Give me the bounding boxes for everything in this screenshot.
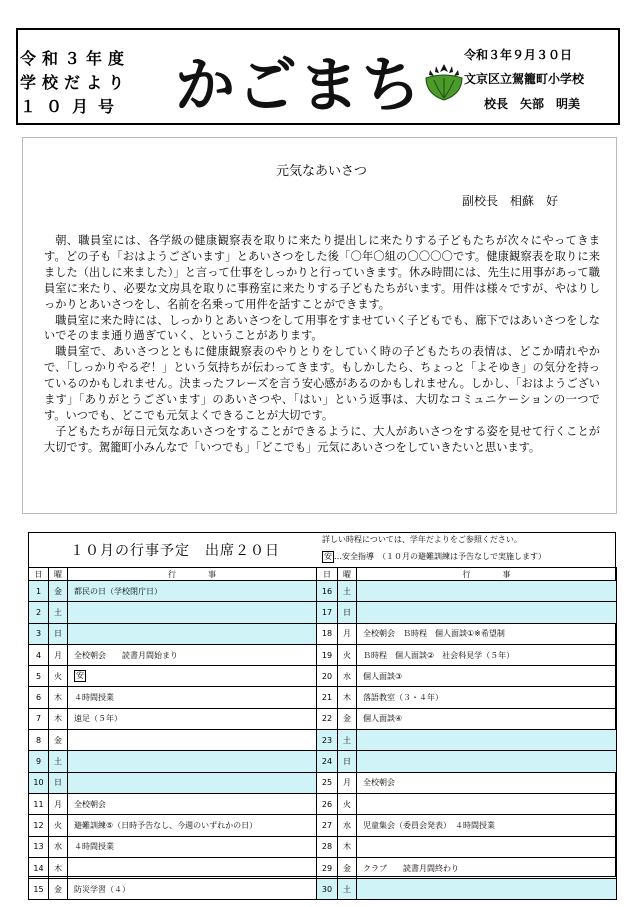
calendar-row: [317, 879, 617, 900]
event-text: クラブ 読書月間終わり: [363, 863, 459, 873]
event-text: 全校朝会 Ｂ時程 個人面談①※希望制: [363, 629, 505, 639]
header-year-label: 令和３年度: [20, 49, 131, 68]
calendar-row: [317, 730, 617, 751]
event-cell: [357, 644, 617, 665]
event-text: 個人面談④: [363, 714, 403, 724]
day-cell: 21: [317, 687, 338, 708]
day-header: 日: [29, 568, 49, 581]
calendar-row: [317, 623, 617, 644]
day-cell: 9: [29, 751, 49, 772]
weekday-cell: 金: [49, 581, 68, 602]
event-text: 防災学習（４）: [74, 884, 130, 894]
weekday-header: 曜: [338, 568, 357, 581]
weekday-cell: 水: [49, 836, 68, 857]
event-cell: [68, 687, 317, 708]
weekday-cell: 木: [49, 708, 68, 729]
weekday-cell: 水: [338, 815, 357, 836]
weekday-cell: 火: [338, 644, 357, 665]
article-title: 元気なあいさつ: [275, 164, 367, 179]
calendar-row: [29, 687, 317, 708]
calendar-row: [317, 793, 617, 814]
event-cell: [68, 623, 317, 644]
weekday-cell: 月: [49, 793, 68, 814]
event-cell: [357, 623, 617, 644]
day-cell: 26: [317, 793, 338, 814]
weekday-cell: 土: [338, 879, 357, 900]
weekday-header: 曜: [49, 568, 68, 581]
calendar-row: [317, 857, 617, 878]
day-cell: 28: [317, 836, 338, 857]
weekday-cell: 火: [338, 793, 357, 814]
weekday-cell: 金: [49, 879, 68, 900]
calendar-row: [317, 687, 617, 708]
safety-badge: 安: [76, 671, 84, 681]
weekday-cell: 金: [338, 857, 357, 878]
day-cell: 8: [29, 730, 49, 751]
day-cell: 5: [29, 666, 49, 687]
newsletter-title: かごまち: [175, 51, 423, 121]
day-cell: 24: [317, 751, 338, 772]
event-text: 都民の日（学校閉庁日）: [74, 586, 162, 596]
article-paragraph: 子どもたちが毎日元気なあいさつをすることができるように、大人があいさつをする姿を見せて行くことが大切です。駕籠町小みんなで「いつでも」「どこでも」元気にあいさつをしていきたいと思います。: [44, 424, 600, 454]
weekday-cell: 木: [49, 687, 68, 708]
article-paragraph: 職員室に来た時には、しっかりとあいさつをして用事をすませていく子どもでも、廊下ではあいさつをしないでそのまま通り過ぎていく、ということがあります。: [44, 313, 600, 343]
calendar-left: [28, 567, 317, 900]
day-cell: 7: [29, 708, 49, 729]
calendar-row: [317, 644, 617, 665]
calendar-row: [317, 836, 617, 857]
calendar-row: [29, 793, 317, 814]
weekday-cell: 日: [49, 772, 68, 793]
day-cell: 22: [317, 708, 338, 729]
day-cell: 17: [317, 602, 338, 623]
calendar-row: [29, 836, 317, 857]
day-cell: 14: [29, 857, 49, 878]
day-cell: 6: [29, 687, 49, 708]
event-cell: [357, 751, 617, 772]
day-cell: 12: [29, 815, 49, 836]
day-cell: 23: [317, 730, 338, 751]
calendar-row: [29, 772, 317, 793]
weekday-cell: 月: [49, 644, 68, 665]
day-cell: 19: [317, 644, 338, 665]
calendar-row: [29, 602, 317, 623]
event-text: 落語教室（３・４年）: [363, 693, 443, 703]
calendar-row: [29, 581, 317, 602]
event-cell: [68, 666, 317, 687]
event-cell: [357, 687, 617, 708]
day-cell: 30: [317, 879, 338, 900]
article-author: 副校長 相蘇 好: [462, 194, 559, 208]
event-cell: [68, 836, 317, 857]
event-cell: [357, 666, 617, 687]
event-text: 全校朝会: [363, 778, 395, 788]
event-text: ４時間授業: [74, 842, 114, 852]
event-cell: [68, 772, 317, 793]
event-cell: [68, 602, 317, 623]
calendar-row: [317, 581, 617, 602]
header-type-label: 学校だより: [20, 73, 131, 92]
calendar-row: [317, 708, 617, 729]
principal-name: 校長 矢部 明美: [484, 97, 581, 111]
weekday-cell: 木: [49, 857, 68, 878]
event-text: 個人面談③: [363, 671, 403, 681]
event-cell: [357, 879, 617, 900]
article-paragraph: 職員室で、あいさつとともに健康観察表のやりとりをしていく時の子どもたちの表情は、どこか晴れやかで、「しっかりやるぞ！」という気持ちが伝わってきます。もしかしたら、ちょっと「よそゆき」の気分を持っているのかもしれません。決まったフレーズを言う安心感があるのかもしれません。しかし、「おはようございます」「ありがとうございます」のあいさつや、「はい」という返事は、大切なコミュニケーションの一つです。いつでも、どこでも元気よくできることが大切です。: [44, 345, 600, 422]
day-cell: 4: [29, 644, 49, 665]
event-cell: [357, 730, 617, 751]
event-text: ４時間授業: [74, 693, 114, 703]
article-body: [44, 233, 600, 456]
weekday-cell: 金: [49, 730, 68, 751]
calendar-row: [317, 815, 617, 836]
weekday-cell: 日: [338, 602, 357, 623]
day-cell: 18: [317, 623, 338, 644]
day-cell: 20: [317, 666, 338, 687]
schedule-note: 詳しい時程については、学年だよりをご参照ください。: [322, 535, 522, 544]
calendar-row: [29, 730, 317, 751]
event-cell: [68, 581, 317, 602]
calendar-row: [317, 772, 617, 793]
event-cell: [68, 793, 317, 814]
event-cell: [68, 751, 317, 772]
weekday-cell: 木: [338, 836, 357, 857]
weekday-cell: 日: [338, 751, 357, 772]
event-text: 避難訓練⑤（日時予告なし、今週のいずれかの日）: [74, 820, 258, 830]
event-cell: [357, 857, 617, 878]
calendar-row: [29, 751, 317, 772]
weekday-cell: 木: [338, 687, 357, 708]
event-text: 全校朝会 読書月間始まり: [74, 650, 178, 660]
safety-badge: 安: [324, 552, 332, 561]
calendar-row: [29, 666, 317, 687]
event-cell: [68, 815, 317, 836]
school-name: 文京区立駕籠町小学校: [464, 72, 585, 86]
day-cell: 29: [317, 857, 338, 878]
calendar-row: [29, 623, 317, 644]
event-cell: [68, 857, 317, 878]
article-paragraph: 朝、職員室には、各学級の健康観察表を取りに来たり提出しに来たりする子どもたちが次々にやってきます。どの子も「おはようございます」とあいさつをした後「〇年〇組の〇〇〇〇です。健康観察表を取りに来ました（出しに来ました）」と言って仕事をしっかりと行っていきます。休み時間には、先生に用事があって職員室に来たり、必要な文房具を取りに事務室に来たりする子どもたちがいます。用件は様々ですが、やはりしっかりとあいさつをし、名前を名乗って用件を話すことができます。: [44, 234, 600, 311]
header-issue-label: １０月号: [20, 97, 125, 116]
event-text: 全校朝会: [74, 799, 106, 809]
calendar-row: [29, 879, 317, 900]
weekday-cell: 土: [49, 602, 68, 623]
event-cell: [68, 708, 317, 729]
day-cell: 2: [29, 602, 49, 623]
schedule-title: １０月の行事予定 出席２０日: [70, 543, 280, 559]
weekday-cell: 土: [338, 730, 357, 751]
day-cell: 11: [29, 793, 49, 814]
weekday-cell: 日: [49, 623, 68, 644]
weekday-cell: 火: [49, 666, 68, 687]
weekday-cell: 土: [49, 751, 68, 772]
event-cell: [357, 708, 617, 729]
day-cell: 13: [29, 836, 49, 857]
weekday-cell: 金: [338, 708, 357, 729]
day-cell: 3: [29, 623, 49, 644]
event-cell: [357, 836, 617, 857]
event-cell: [357, 815, 617, 836]
weekday-cell: 月: [338, 772, 357, 793]
event-cell: [357, 772, 617, 793]
calendar-row: [317, 602, 617, 623]
calendar-row: [29, 857, 317, 878]
issue-date: 令和３年９月３０日: [464, 48, 573, 62]
event-cell: [68, 879, 317, 900]
event-cell: [357, 581, 617, 602]
school-emblem-icon: [422, 58, 466, 102]
event-cell: [357, 602, 617, 623]
calendar-row: [317, 666, 617, 687]
calendar-row: [29, 708, 317, 729]
day-cell: 15: [29, 879, 49, 900]
event-text: Ｂ時程 個人面談② 社会科見学（５年）: [363, 650, 515, 660]
weekday-cell: 月: [338, 623, 357, 644]
day-header: 日: [317, 568, 338, 581]
weekday-cell: 土: [338, 581, 357, 602]
schedule-legend: [322, 551, 546, 563]
calendar-right: [316, 567, 617, 900]
event-header: 行 事: [68, 568, 317, 581]
day-cell: 27: [317, 815, 338, 836]
day-cell: 1: [29, 581, 49, 602]
event-header: 行 事: [357, 568, 617, 581]
day-cell: 10: [29, 772, 49, 793]
schedule-legend-text: …安全指導 （１０月の避難訓練は予告なしで実施します）: [334, 552, 546, 561]
event-text: 児童集会（委員会発表） ４時間授業: [363, 820, 495, 830]
weekday-cell: 火: [49, 815, 68, 836]
event-cell: [357, 793, 617, 814]
calendar-row: [317, 751, 617, 772]
event-cell: [68, 730, 317, 751]
day-cell: 16: [317, 581, 338, 602]
weekday-cell: 水: [338, 666, 357, 687]
event-cell: [68, 644, 317, 665]
calendar-row: [29, 815, 317, 836]
day-cell: 25: [317, 772, 338, 793]
event-text: 遠足（５年）: [74, 714, 122, 724]
calendar-row: [29, 644, 317, 665]
